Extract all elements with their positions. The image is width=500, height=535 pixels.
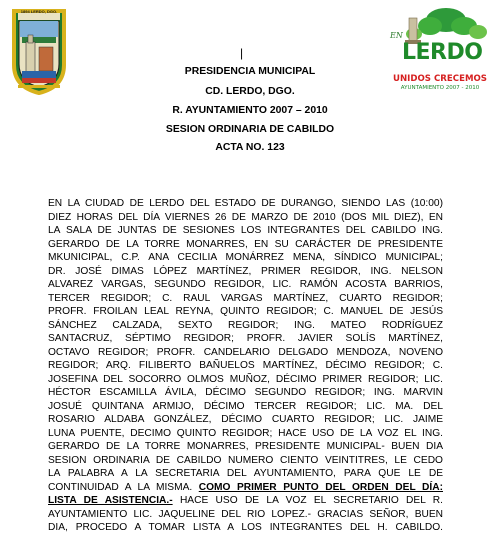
body-line: HÉCTOR ESCAMILLA ÁVILA, DÉCIMO SEGUNDO REGIDOR; ING. MARVIN <box>48 387 443 398</box>
municipal-shield-logo <box>10 7 68 95</box>
text-cursor-mark: | <box>240 46 244 60</box>
body-line: LUNA PUENTE, DECIMO QUINTO REGIDOR; HACE USO DE LA VOZ EL ING. <box>48 427 443 439</box>
header-acta-number: ACTA NO. 123 <box>215 142 285 153</box>
first-agenda-point-heading: COMO PRIMER PUNTO DEL ORDEN DEL DÍA: <box>198 481 443 493</box>
attendance-intro-text: HACE USO DE LA VOZ EL SECRETARIO DEL R. <box>172 495 443 506</box>
shield-caption: 1894 LERDO, DGO. <box>20 9 58 14</box>
ayuntamiento-period: AYUNTAMIENTO 2007 - 2010 <box>400 85 480 91</box>
header-city: CD. LERDO, DGO. <box>205 86 295 97</box>
body-line: JOSEFINA DEL SOCORRO OLMOS MUÑOZ, DÉCIMO PRIMER REGIDOR; LIC. <box>48 373 443 385</box>
body-line: DIA, PROCEDO A TOMAR LISTA A LOS INTEGRANTES DEL H. CABILDO. <box>48 522 443 533</box>
body-line: OCTAVO REGIDOR; PROFR. CANDELARIO DELGADO MENDOZA, NOVENO <box>48 346 443 358</box>
body-line: JOSUÉ QUINTANA ARMIJO, DÉCIMO TERCER REGIDOR; LIC. MA. DEL <box>48 400 443 412</box>
body-line: GERARDO DE LA TORRE MONARRES, EN SU CARÁCTER DE PRESIDENTE <box>48 238 443 250</box>
body-line: DIEZ HORAS DEL DÍA VIERNES 26 DE MARZO DE 2010 (DOS MIL DIEZ), EN <box>48 211 443 223</box>
header-ayuntamiento: R. AYUNTAMIENTO 2007 – 2010 <box>172 105 328 116</box>
body-line: AYUNTAMIENTO LIC. JAQUELINE DEL RIO LOPEZ.- GRACIAS SEÑOR, BUEN <box>48 508 443 520</box>
body-line-attendance <box>48 494 443 508</box>
lerdo-wordmark: LERDO <box>402 40 483 65</box>
lerdo-unidos-crecemos-logo <box>388 6 492 94</box>
en-label: EN <box>390 31 403 40</box>
body-line: REGIDOR; ARQ. FILIBERTO BAÑUELOS MARTÍNEZ, DÉCIMO REGIDOR; C. <box>48 360 443 371</box>
body-line: TERCER REGIDOR; C. RAUL VARGAS MARTÍNEZ, CUARTO REGIDOR; <box>48 292 443 304</box>
body-line: ROSARIO ALDABA GONZÁLEZ, DÉCIMO CUARTO REGIDOR; LIC. JAIME <box>48 414 443 425</box>
header-presidencia: PRESIDENCIA MUNICIPAL <box>184 66 316 77</box>
agenda-intro-text: CONTINUIDAD A LA MISMA. <box>48 481 199 493</box>
header-session: SESION ORDINARIA DE CABILDO <box>165 124 335 135</box>
body-line: LA SALA DE JUNTAS DE SESIONES LOS INTEGRANTES DEL CABILDO ING. <box>48 225 443 236</box>
attendance-list-heading: LISTA DE ASISTENCIA.- <box>48 495 173 506</box>
body-line: SESION ORDINARIA DE CABILDO NUMERO CIENTO VEINTITRES, LE CEDO <box>48 454 443 466</box>
body-line: LA PALABRA A LA SECRETARIA DEL AYUNTAMIENTO, PARA QUE LE DE <box>48 468 443 479</box>
body-line-agenda-start <box>48 481 443 495</box>
body-line: EN LA CIUDAD DE LERDO DEL ESTADO DE DURANGO, SIENDO LAS (10:00) <box>48 198 443 209</box>
body-line: DR. JOSÉ DIMAS LÓPEZ MARTÍNEZ, PRIMER REGIDOR, ING. NELSON <box>48 265 443 277</box>
body-line: ALVAREZ VARGAS, SEGUNDO REGIDOR, LIC. RAMÓN ACOSTA BARRIOS, <box>48 279 443 290</box>
body-line: GERARDO DE LA TORRE MONARRES, PRESIDENTE MUNICIPAL- BUEN DIA <box>48 441 443 452</box>
minutes-body <box>48 197 443 535</box>
body-line: MKUNICIPAL, C.P. ANA CECILIA MONÁRREZ MENA, SÍNDICO MUNICIPAL; <box>48 252 443 263</box>
body-line: SÁNCHEZ CALZADA, SEXTO REGIDOR; ING. MATEO RODRÍGUEZ <box>48 319 443 331</box>
slogan-text: UNIDOS CRECEMOS <box>392 74 487 84</box>
body-line: SANTACRUZ, SÉPTIMO REGIDOR; PROFR. JAVIER SOLÍS MARTÍNEZ, <box>48 333 443 344</box>
body-line: PROFR. FROILAN LEAL REYNA, QUINTO REGIDOR; C. MANUEL DE JESÚS <box>48 306 443 317</box>
